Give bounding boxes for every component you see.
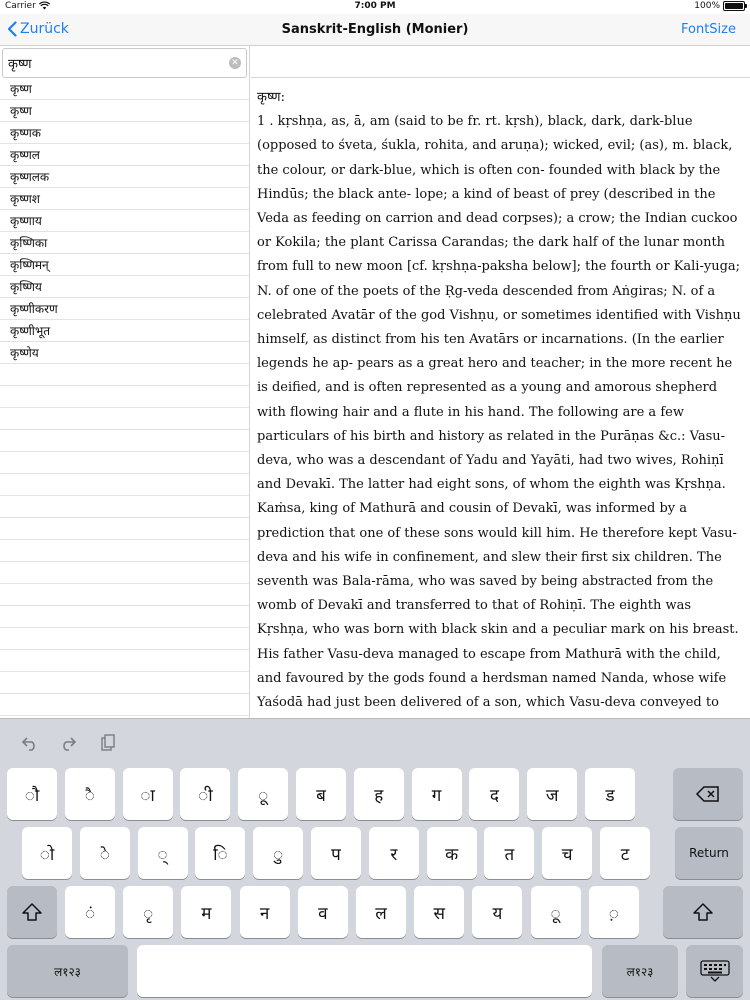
word-list-item[interactable]: कृष्णेय — [0, 342, 249, 364]
key-row1-8-label: द — [489, 785, 499, 806]
word-list-empty-row — [0, 452, 249, 474]
entry-headword: कृष्ण: — [257, 90, 285, 105]
word-list-empty-row — [0, 694, 249, 716]
key-row2-8[interactable] — [484, 827, 534, 879]
number-mode-key-right-label: ल१२३ — [626, 964, 654, 979]
key-row3-2[interactable] — [181, 886, 231, 938]
hide-keyboard-key[interactable] — [686, 945, 743, 997]
battery-info — [694, 1, 745, 11]
word-list — [0, 78, 249, 716]
word-list-item[interactable]: कृष्णिमन् — [0, 254, 249, 276]
key-row3-9-label: ़ — [608, 903, 619, 924]
key-row3-3[interactable] — [240, 886, 290, 938]
word-list-empty-row — [0, 672, 249, 694]
word-list-item[interactable]: कृष्णीकरण — [0, 298, 249, 320]
word-list-empty-row — [0, 540, 249, 562]
word-list-empty-row — [0, 518, 249, 540]
word-list-empty-row — [0, 474, 249, 496]
shift-icon — [22, 903, 42, 921]
key-row2-9-label: च — [561, 844, 573, 865]
key-row2-2[interactable] — [138, 827, 188, 879]
key-row2-1-label: े — [99, 844, 110, 865]
key-row1-7[interactable] — [412, 768, 462, 820]
key-row2-1[interactable] — [80, 827, 130, 879]
carrier-label: Carrier — [5, 1, 36, 11]
key-row2-6[interactable] — [369, 827, 419, 879]
entry-text: 1 . kṛshṇa, as, ā, am (said to be fr. rt. kṛsh), black, dark, dark-blue (opposed to śveta, śukla, rohita, and aruṇa); wicked, evil; (as), m. black, the colour, or dark-blue, which is often con- founded with black by the Hindūs; the black ante- lope; a kind of beast of prey (described in the Veda as feeding on carrion and dead corpses); a crow; the Indian cuckoo or Kokila; the plant Carissa Carandas; the dark half of the lunar month from full to new moon [cf. kṛshṇa-paksha below]; the fourth or Kali-yuga; N. of one of the poets of the Ṛg-veda descended from Aṅgiras; N. of a celebrated Avatār of the god Vishṇu, or sometimes identified with Vishṇu himself, as distinct from his ten Avatārs or incarnations. (In the earlier legends he ap- pears as a great hero and teacher; in the more recent he is deified, and is often represented as a young and amorous shepherd with flowing hair and a flute in his hand. The following are a few particulars of his birth and history as related in the Purāṇas &c.: Vasu-deva, who was a descendant of Yadu and Yayāti, had two wives, Rohiṇī and Devakī. The latter had eight sons, of whom the eighth was Kṛshṇa. Kaṁsa, king of Mathurā and cousin of Devakī, was informed by a prediction that one of these sons would kill him. He therefore kept Vasu- deva and his wife in confinement, and slew their first six children. The seventh was Bala-rāma, who was saved by being abstracted from the womb of Devakī and transferred to that of Rohiṇī. The eighth was Kṛshṇa, who was born with black skin and a peculiar mark on his breast. His father Vasu-deva managed to escape from Mathurā with the child, and favoured by the gods found a herdsman named Nanda, whose wife Yaśodā had just been delivered of a son, which Vasu-deva conveyed to — [257, 114, 741, 711]
word-list-empty-row — [0, 584, 249, 606]
shift-key-right[interactable] — [663, 886, 743, 938]
battery-icon — [723, 1, 745, 11]
status-time: 7:00 PM — [354, 1, 396, 11]
search-input[interactable] — [3, 49, 246, 77]
key-row1-10-label: ड — [605, 785, 615, 806]
backspace-icon — [696, 786, 720, 802]
key-row1-6[interactable] — [354, 768, 404, 820]
key-row1-7-label: ग — [431, 785, 442, 806]
key-row1-5-label: ब — [316, 785, 326, 806]
key-row1-0[interactable] — [7, 768, 57, 820]
dictionary-entry — [251, 78, 750, 739]
space-bar[interactable] — [137, 945, 592, 997]
key-row1-2[interactable] — [123, 768, 173, 820]
word-list-empty-row — [0, 606, 249, 628]
battery-percent: 100% — [694, 1, 720, 11]
key-row3-5[interactable] — [356, 886, 406, 938]
key-row2-10[interactable] — [600, 827, 650, 879]
return-key[interactable] — [675, 827, 743, 879]
navigation-bar — [0, 14, 750, 46]
key-row2-7[interactable] — [427, 827, 477, 879]
key-row1-4-label: ू — [258, 785, 269, 806]
number-mode-key-right[interactable] — [602, 945, 678, 997]
key-row1-9[interactable] — [527, 768, 577, 820]
page-title: Sanskrit-English (Monier) — [281, 22, 469, 37]
font-size-button[interactable]: FontSize — [681, 22, 736, 37]
keyboard-hide-icon — [700, 960, 730, 982]
key-row3-6[interactable] — [414, 886, 464, 938]
key-row1-5[interactable] — [296, 768, 346, 820]
word-list-item[interactable]: कृष्णक — [0, 122, 249, 144]
shift-icon — [693, 903, 713, 921]
return-key-label: Return — [689, 846, 729, 860]
key-row2-3-label: ि — [213, 844, 228, 865]
key-row3-7[interactable] — [472, 886, 522, 938]
key-row1-9-label: ज — [545, 785, 559, 806]
key-row3-0-label: ं — [84, 903, 96, 924]
key-row1-0-label: ौ — [24, 785, 40, 806]
key-row2-5[interactable] — [311, 827, 361, 879]
key-row3-2-label: म — [201, 903, 212, 924]
key-row3-1[interactable] — [123, 886, 173, 938]
word-list-item[interactable]: कृष्णीभूत — [0, 320, 249, 342]
status-bar — [0, 0, 750, 14]
undo-icon[interactable] — [18, 731, 42, 755]
search-box — [2, 48, 247, 78]
key-row3-7-label: य — [492, 903, 503, 924]
word-list-item[interactable]: कृष्णाय — [0, 210, 249, 232]
key-row2-10-label: ट — [620, 844, 630, 865]
word-list-item[interactable]: कृष्णल — [0, 144, 249, 166]
key-row1-6-label: ह — [374, 785, 384, 806]
key-row1-4[interactable] — [238, 768, 288, 820]
key-row1-1-label: ै — [84, 785, 95, 806]
key-row2-9[interactable] — [542, 827, 592, 879]
key-row3-4-label: व — [318, 903, 328, 924]
back-label: Zurück — [20, 21, 69, 37]
word-list-empty-row — [0, 650, 249, 672]
key-row3-8-label: ू — [550, 903, 561, 924]
word-list-item[interactable]: कृष्ण — [0, 100, 249, 122]
key-row3-4[interactable] — [298, 886, 348, 938]
key-row3-1-label: ृ — [143, 903, 154, 924]
word-list-item[interactable]: कृष्ण — [0, 78, 249, 100]
key-row2-2-label: ् — [157, 844, 168, 865]
word-list-item[interactable]: कृष्णिय — [0, 276, 249, 298]
key-row2-0[interactable] — [22, 827, 72, 879]
key-row3-6-label: स — [433, 903, 445, 924]
key-row3-8[interactable] — [531, 886, 581, 938]
word-list-empty-row — [0, 430, 249, 452]
number-mode-key-left-label: ल१२३ — [54, 964, 81, 979]
backspace-key[interactable] — [673, 768, 743, 820]
word-list-empty-row — [0, 628, 249, 650]
redo-icon[interactable] — [56, 731, 80, 755]
shift-key-left[interactable] — [7, 886, 57, 938]
key-row2-3[interactable] — [195, 827, 245, 879]
key-row2-0-label: ो — [39, 844, 55, 865]
key-row2-4-label: ु — [273, 844, 284, 865]
definition-pane — [251, 46, 750, 718]
keyboard-toolbar — [0, 719, 750, 763]
number-mode-key-left[interactable] — [7, 945, 128, 997]
key-row1-1[interactable] — [65, 768, 115, 820]
key-row2-8-label: त — [504, 844, 515, 865]
key-row3-5-label: ल — [375, 903, 387, 924]
word-list-empty-row — [0, 562, 249, 584]
word-list-item[interactable]: कृष्णिका — [0, 232, 249, 254]
word-list-item[interactable]: कृष्णश — [0, 188, 249, 210]
key-row3-3-label: न — [259, 903, 270, 924]
onscreen-keyboard — [0, 718, 750, 1000]
word-list-pane — [0, 46, 250, 718]
key-row3-0[interactable] — [65, 886, 115, 938]
key-row2-7-label: क — [445, 844, 459, 865]
key-row1-8[interactable] — [469, 768, 519, 820]
definition-header — [251, 46, 750, 78]
key-row2-5-label: प — [331, 844, 341, 865]
word-list-empty-row — [0, 386, 249, 408]
key-row1-2-label: ा — [140, 785, 155, 806]
clear-search-icon[interactable]: ✕ — [229, 57, 241, 69]
key-row2-4[interactable] — [253, 827, 303, 879]
key-row1-3[interactable] — [180, 768, 230, 820]
key-row1-3-label: ी — [198, 785, 213, 806]
paste-icon[interactable] — [96, 731, 120, 755]
word-list-item[interactable]: कृष्णलक — [0, 166, 249, 188]
word-list-empty-row — [0, 408, 249, 430]
key-row3-9[interactable] — [589, 886, 639, 938]
key-row1-10[interactable] — [585, 768, 635, 820]
word-list-empty-row — [0, 364, 249, 386]
word-list-empty-row — [0, 496, 249, 518]
key-row2-6-label: र — [390, 844, 398, 865]
